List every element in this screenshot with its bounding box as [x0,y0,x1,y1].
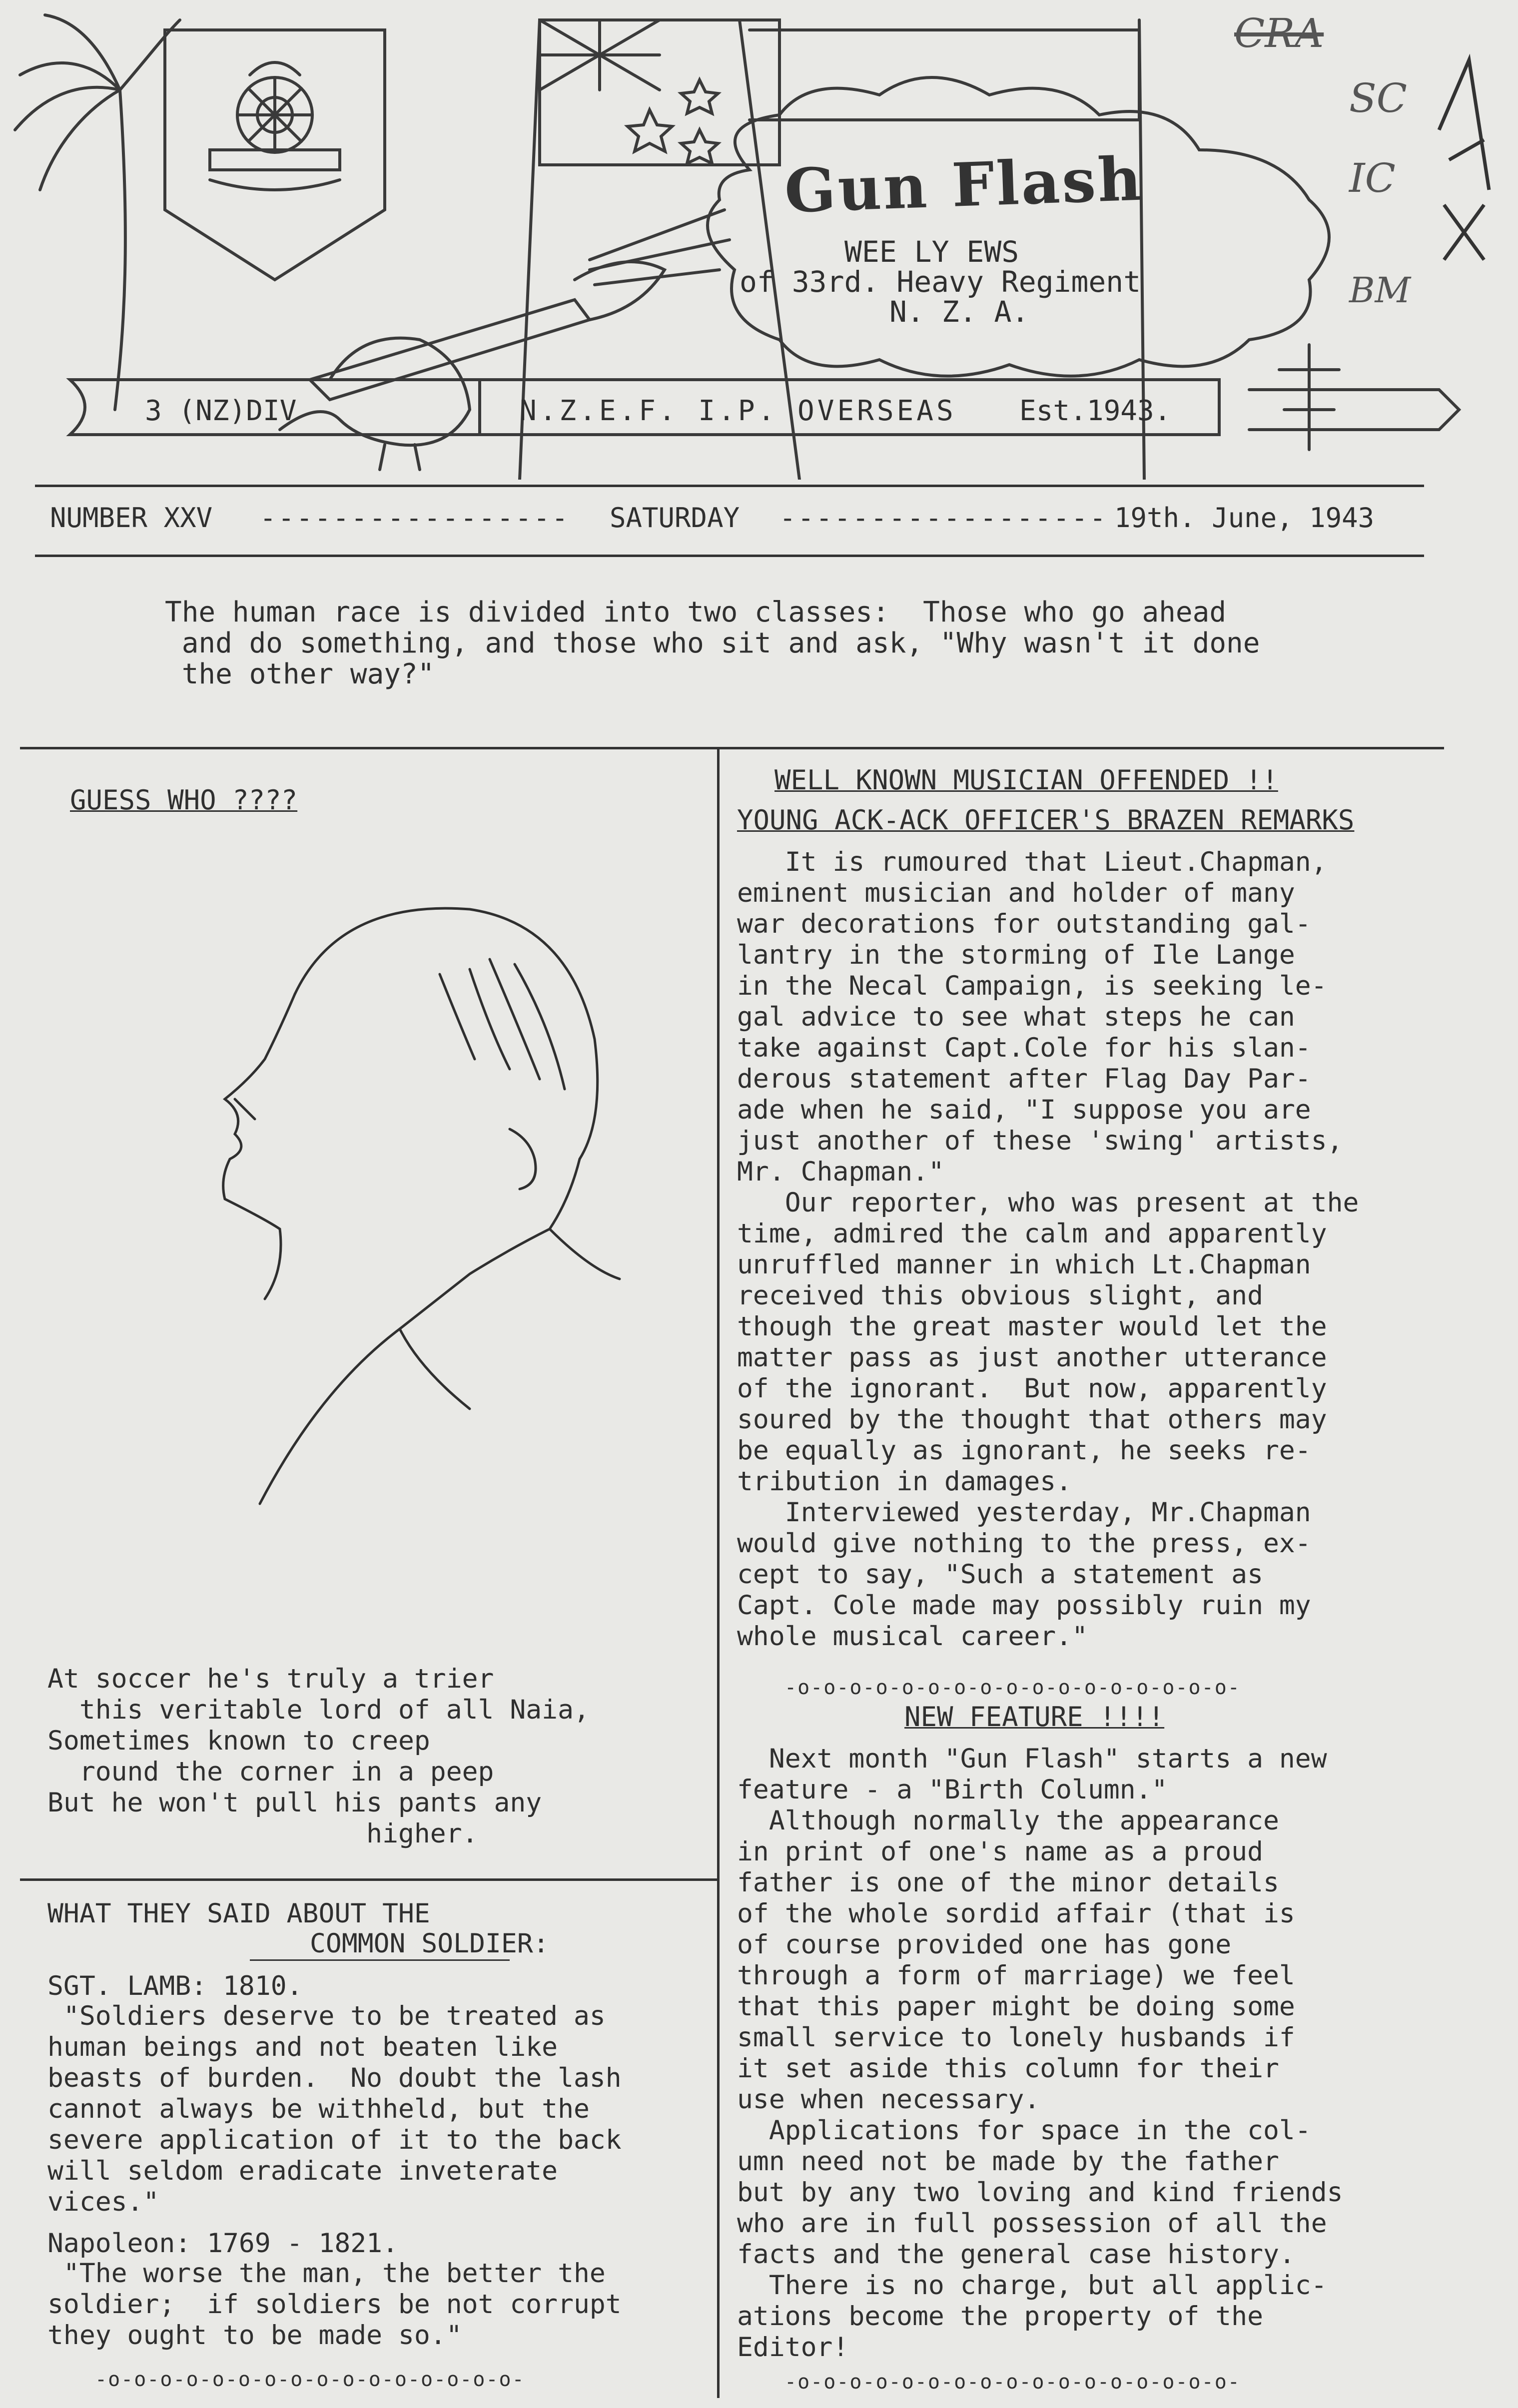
top-rule [35,485,1424,487]
napoleon-attribution: Napoleon: 1769 - 1821. [47,2228,398,2259]
issue-day: SATURDAY [610,502,740,534]
bottom-rule [35,555,1424,557]
margin-note: CRA [1234,10,1324,56]
lamb-quote: "Soldiers deserve to be treated as human beings and not beaten like beasts of burden. No doubt the lash cannot always be withheld, but the severe application of it to the back will seldom eradicate inveterate vices." [47,2001,622,2217]
column-divider [717,749,720,2398]
margin-note: IC [1349,155,1396,201]
underline [250,1959,510,1961]
newspaper-title: Gun Flash [783,143,1145,227]
kiwi-icon [280,338,470,445]
banner-overseas: N.Z.E.F. I.P. OVERSEAS [520,395,956,427]
southern-cross-icon [1249,345,1459,450]
epigraph-quote: The human race is divided into two classes: Those who go ahead and do something, and those who sit and ask, "Why wasn't it done the other way?" [165,596,1260,690]
common-soldier-heading-2: COMMON SOLDIER: [310,1928,549,1959]
issue-date: 19th. June, 1943 [1114,502,1375,534]
subtitle-line-2: of 33rd. Heavy Regiment [740,265,1141,299]
dateline-dashes: ----------------- [260,502,570,534]
guess-who-verse: At soccer he's truly a trier this veritable lord of all Naia, Sometimes known to creep round the corner in a peep But he won't pull his pants any higher. [47,1664,590,1849]
subtitle-line-3: N. Z. A. [889,295,1029,329]
palm-tree-icon [15,15,180,410]
margin-note: SC [1349,75,1408,121]
portrait-sketch [190,879,650,1549]
common-soldier-heading: WHAT THEY SAID ABOUT THE [47,1898,430,1929]
margin-marks [1429,40,1504,320]
cloud-icon [708,77,1329,376]
section-rule [20,747,1444,749]
separator: -o-o-o-o-o-o-o-o-o-o-o-o-o-o-o-o- [95,2368,525,2391]
banner-established: Est.1943. [1019,395,1171,427]
regimental-badge-icon [165,30,385,280]
issue-number: NUMBER XXV [50,502,213,534]
musician-subheadline: YOUNG ACK-ACK OFFICER'S BRAZEN REMARKS [737,804,1355,836]
section-rule [20,1878,717,1881]
lamb-attribution: SGT. LAMB: 1810. [47,1971,303,2001]
musician-article-body: It is rumoured that Lieut.Chapman, eminent musician and holder of many war decorations for outstanding gal- lantry in the storming of Ile Lange in the Necal Campaign, is seeking le- gal advice to see what steps he can take against Capt.Cole for his slan- derous statement after Flag Day Par- ade when he said, "I suppose you are just another of these 'swing' artists, Mr. Chapman." Our reporter, who was present at the time, admired the calm and apparently unruffled manner in which Lt.Chapman received this obvious slight, and though the great master would let the matter pass as just another utterance of the ignorant. But now, apparently soured by the thought that others may be equally as ignorant, he seeks re- tribution in damages. Interviewed yesterday, Mr.Chapman would give nothing to the press, ex- cept to say, "Such a statement as Capt. Cole made may possibly ruin my whole musical career." [737,847,1359,1652]
dateline-dashes: ------------------ [779,502,1108,534]
gun-barrel-icon [310,300,590,400]
napoleon-quote: "The worse the man, the better the soldier; if soldiers be not corrupt they ought to be made so." [47,2258,622,2351]
new-feature-body: Next month "Gun Flash" starts a new feature - a "Birth Column." Although normally the appearance in print of one's name as a proud father is one of the minor details of the whole sordid affair (that is of course provided one has gone through a form of marriage) we feel that this paper might be doing some small service to lonely husbands if it set aside this column for their use when necessary. Applications for space in the col- umn need not be made by the father but by any two loving and kind friends who are in full possession of all the facts and the general case history. There is no charge, but all applic- ations become the property of the Editor! [737,1744,1343,2363]
new-feature-heading: NEW FEATURE !!!! [904,1701,1165,1733]
subtitle-line-1: WEE LY EWS [844,235,1019,269]
guess-who-heading: GUESS WHO ???? [70,784,298,816]
separator: -o-o-o-o-o-o-o-o-o-o-o-o-o-o-o-o-o- [784,2371,1241,2394]
separator: -o-o-o-o-o-o-o-o-o-o-o-o-o-o-o-o-o- [784,1676,1241,1699]
banner-division: 3 (NZ)DIV [145,395,297,427]
margin-note: BM [1349,270,1411,311]
musician-headline: WELL KNOWN MUSICIAN OFFENDED !! [774,764,1278,796]
